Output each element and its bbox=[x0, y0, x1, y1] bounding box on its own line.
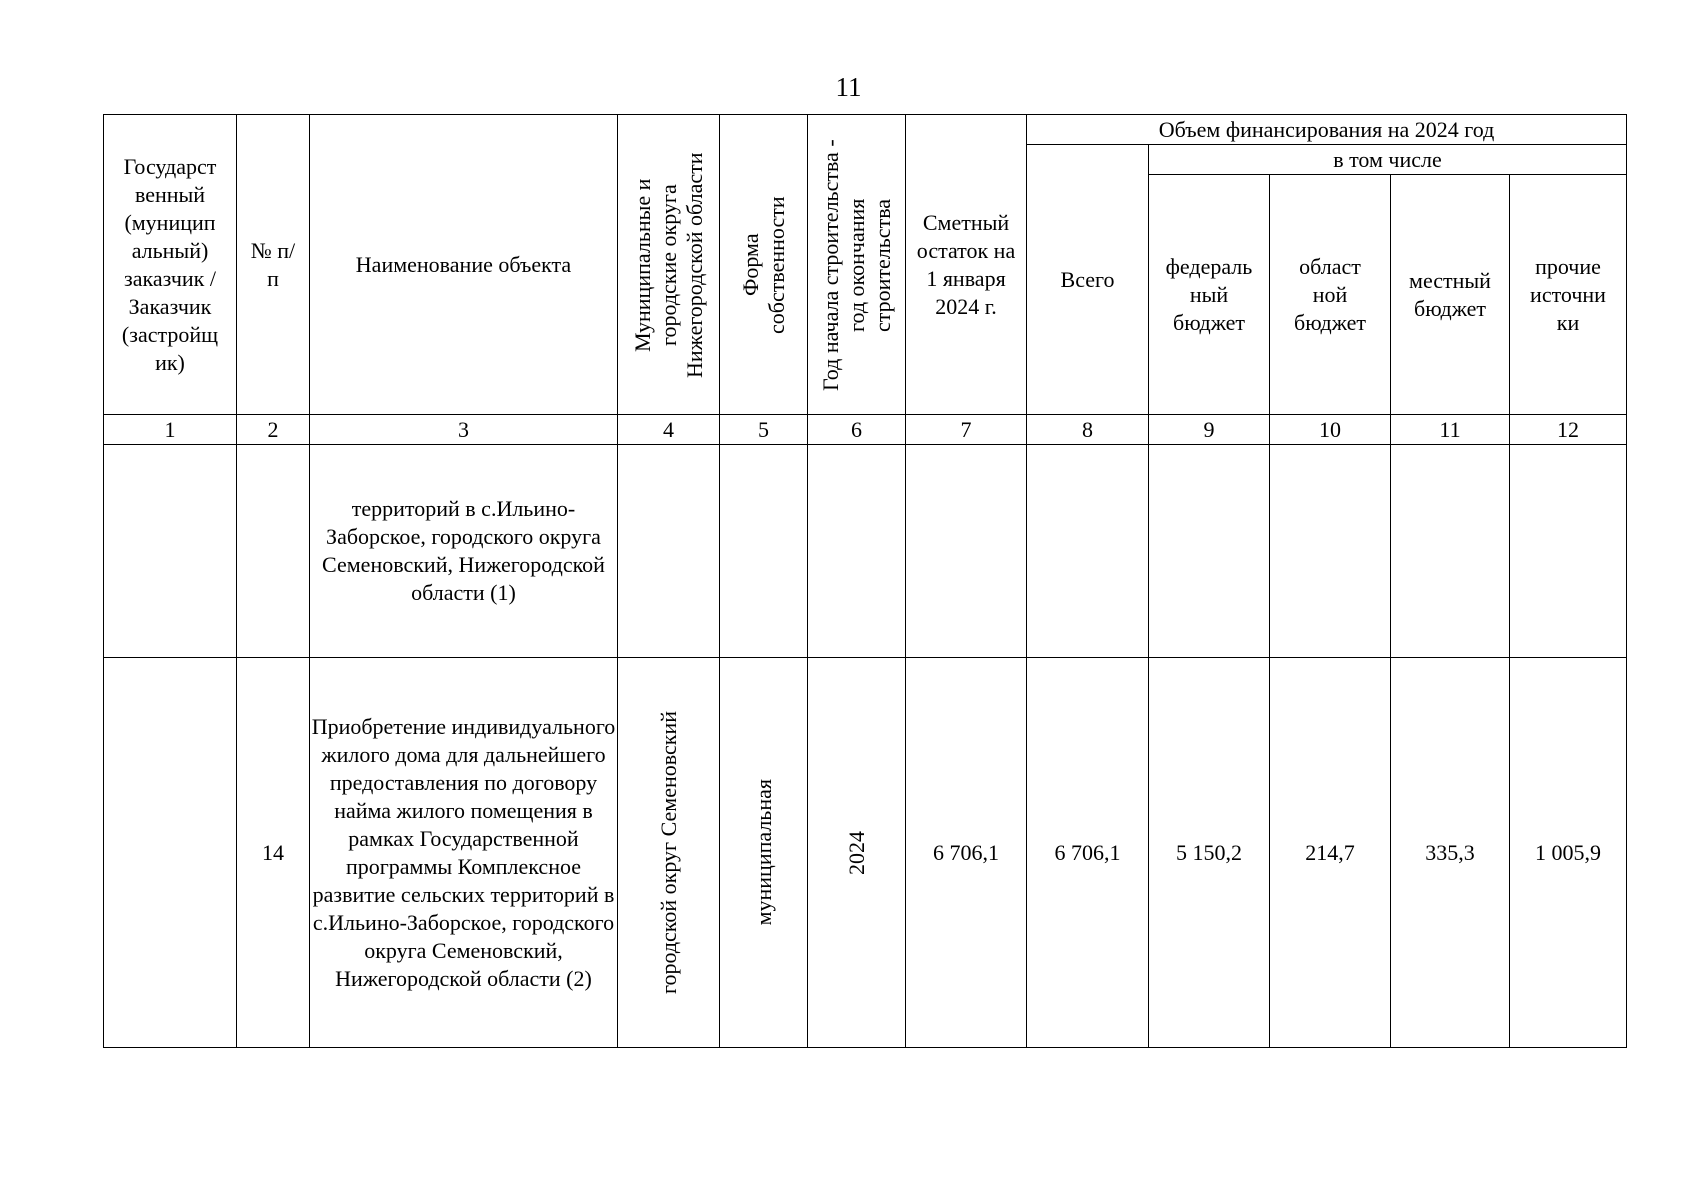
cell-balance bbox=[906, 445, 1027, 658]
cell-ownership-text: муниципальная bbox=[750, 779, 776, 926]
cell-object-name: Приобретение индивидуального жилого дома для дальнейшего предоставления по договору найма жилого помещения в рамках Государственной программы Комплексное развитие сельских территорий в с.Ильино-Заборское, городского округа Семеновский, Нижегородской области (2) bbox=[310, 658, 618, 1048]
table-row bbox=[104, 445, 1627, 658]
header-including-group: в том числе bbox=[1149, 145, 1627, 175]
cell-years bbox=[808, 445, 906, 658]
cell-years-text: 2024 bbox=[843, 830, 869, 875]
header-customer: Государст венный (муницип альный) заказчик / Заказчик (застройщ ик) bbox=[104, 115, 237, 415]
column-number: 3 bbox=[310, 415, 618, 445]
column-number: 2 bbox=[237, 415, 310, 445]
header-district bbox=[618, 115, 720, 415]
cell-district bbox=[618, 445, 720, 658]
cell-federal bbox=[1149, 445, 1270, 658]
column-number: 8 bbox=[1027, 415, 1149, 445]
header-years-text: Год начала строительства - год окончания строительства bbox=[817, 138, 895, 391]
header-number: № п/п bbox=[237, 115, 310, 415]
cell-total: 6 706,1 bbox=[1027, 658, 1149, 1048]
header-object-name: Наименование объекта bbox=[310, 115, 618, 415]
cell-federal: 5 150,2 bbox=[1149, 658, 1270, 1048]
cell-regional: 214,7 bbox=[1270, 658, 1391, 1048]
cell-number: 14 bbox=[237, 658, 310, 1048]
header-balance: Сметный остаток на 1 января 2024 г. bbox=[906, 115, 1027, 415]
cell-ownership bbox=[720, 658, 808, 1048]
cell-customer bbox=[104, 658, 237, 1048]
header-total: Всего bbox=[1027, 145, 1149, 415]
cell-district bbox=[618, 658, 720, 1048]
cell-balance: 6 706,1 bbox=[906, 658, 1027, 1048]
cell-years bbox=[808, 658, 906, 1048]
header-regional: област ной бюджет bbox=[1270, 175, 1391, 415]
cell-local: 335,3 bbox=[1391, 658, 1510, 1048]
column-number: 9 bbox=[1149, 415, 1270, 445]
cell-district-text: городской округ Семеновский bbox=[655, 711, 681, 994]
header-ownership bbox=[720, 115, 808, 415]
column-number: 10 bbox=[1270, 415, 1391, 445]
cell-other: 1 005,9 bbox=[1510, 658, 1627, 1048]
header-years bbox=[808, 115, 906, 415]
header-other: прочие источни ки bbox=[1510, 175, 1627, 415]
header-district-text: Муниципальные и городские округа Нижегородской области bbox=[629, 151, 707, 378]
cell-number bbox=[237, 445, 310, 658]
cell-total bbox=[1027, 445, 1149, 658]
cell-local bbox=[1391, 445, 1510, 658]
column-number: 7 bbox=[906, 415, 1027, 445]
cell-customer bbox=[104, 445, 237, 658]
column-number: 12 bbox=[1510, 415, 1627, 445]
cell-regional bbox=[1270, 445, 1391, 658]
column-number: 4 bbox=[618, 415, 720, 445]
header-funding-group: Объем финансирования на 2024 год bbox=[1027, 115, 1627, 145]
cell-ownership bbox=[720, 445, 808, 658]
cell-other bbox=[1510, 445, 1627, 658]
column-number: 5 bbox=[720, 415, 808, 445]
cell-object-name: территорий в с.Ильино-Заборское, городского округа Семеновский, Нижегородской области (1) bbox=[310, 445, 618, 658]
column-number-row bbox=[104, 415, 1627, 445]
investment-table bbox=[103, 114, 1627, 1048]
column-number: 6 bbox=[808, 415, 906, 445]
column-number: 11 bbox=[1391, 415, 1510, 445]
header-federal: федераль ный бюджет bbox=[1149, 175, 1270, 415]
column-number: 1 bbox=[104, 415, 237, 445]
header-ownership-text: Форма собственности bbox=[737, 195, 789, 334]
page-number: 11 bbox=[835, 72, 862, 102]
header-local: местный бюджет bbox=[1391, 175, 1510, 415]
table-row bbox=[104, 658, 1627, 1048]
